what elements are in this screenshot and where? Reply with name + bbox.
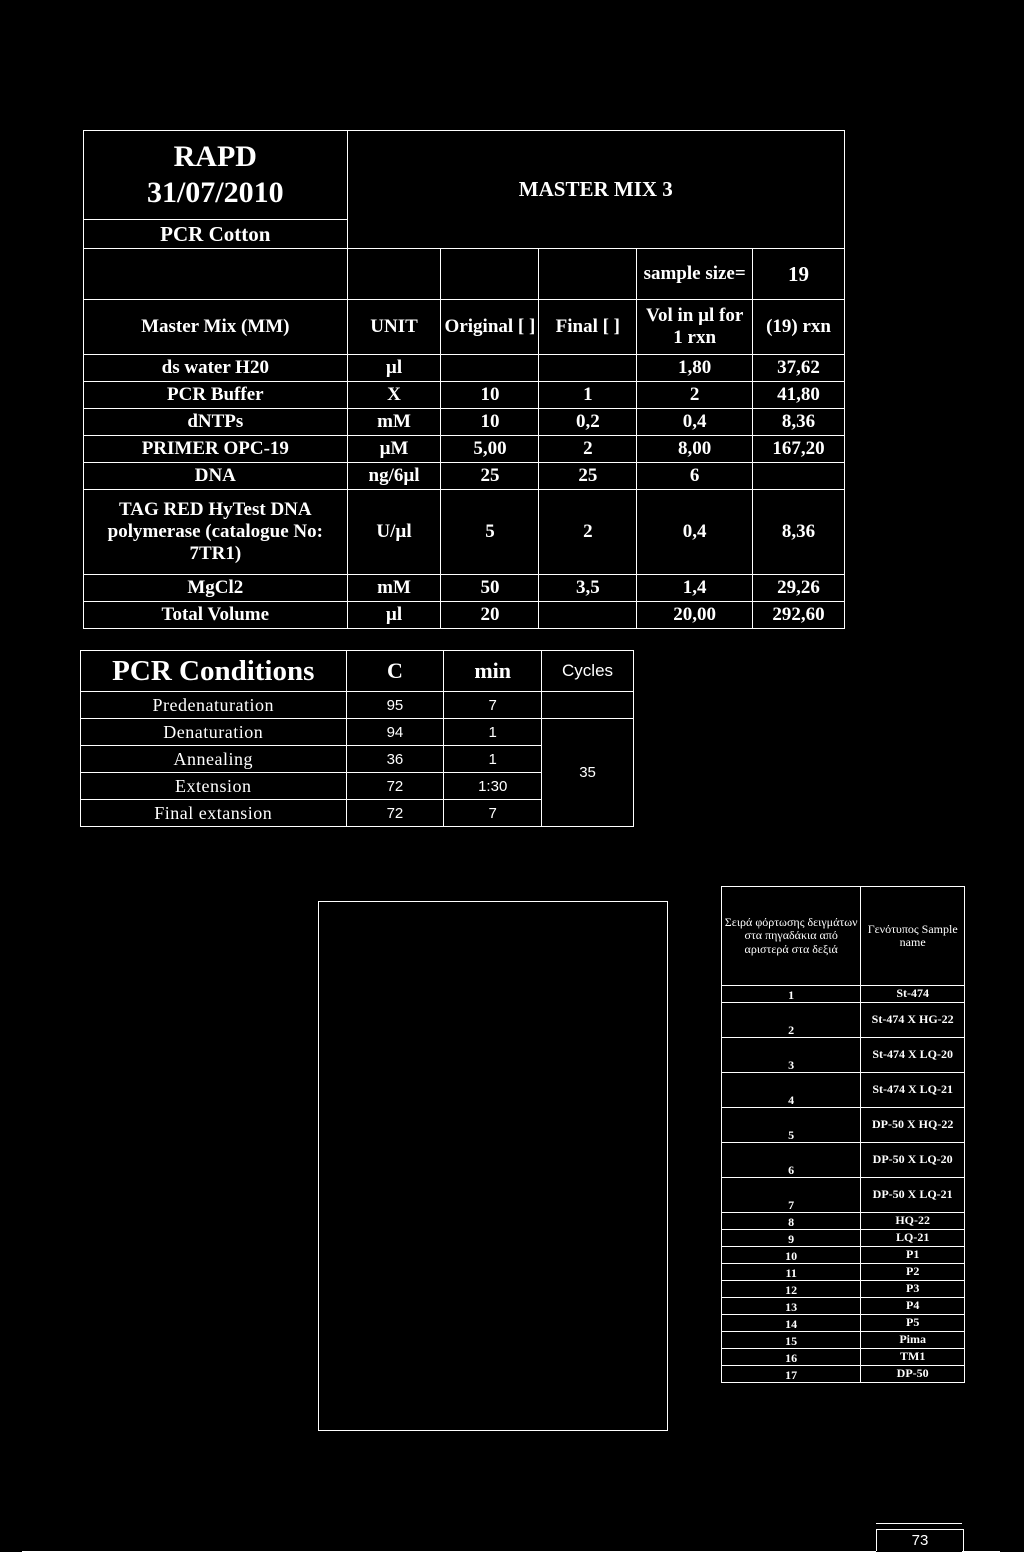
pcr-col-min: min [444, 651, 542, 692]
header-vol-total: (19) rxn [753, 300, 845, 355]
mm-component-cell: dNTPs [84, 409, 348, 436]
sample-row [722, 1073, 965, 1108]
sample-rows [722, 986, 965, 1383]
sample-lane-number: 15 [722, 1332, 861, 1349]
sample-name: P3 [861, 1281, 965, 1298]
pcr-step-name: Final extansion [81, 800, 347, 827]
mix-name: MASTER MIX 3 [347, 131, 844, 249]
pcr-conditions-table [80, 650, 634, 827]
mm-unit-cell: µl [347, 602, 441, 629]
sample-name: DP-50 X LQ-20 [861, 1143, 965, 1178]
pcr-step-name: Denaturation [81, 719, 347, 746]
sample-row [722, 1298, 965, 1315]
sample-lane-number: 4 [722, 1073, 861, 1108]
header-vol-per-rxn: Vol in µl for 1 rxn [637, 300, 753, 355]
mm-vol-cell: 2 [637, 382, 753, 409]
master-mix-row [84, 409, 845, 436]
mm-total-cell: 292,60 [753, 602, 845, 629]
experiment-subtitle: PCR Cotton [84, 220, 348, 249]
mm-total-cell: 41,80 [753, 382, 845, 409]
sample-lane-number: 6 [722, 1143, 861, 1178]
mm-final-cell: 25 [539, 463, 637, 490]
sample-name: TM1 [861, 1349, 965, 1366]
mm-component-cell: ds water H20 [84, 355, 348, 382]
mm-unit-cell: µM [347, 436, 441, 463]
sample-name: P5 [861, 1315, 965, 1332]
sample-row [722, 1281, 965, 1298]
sample-name: LQ-21 [861, 1230, 965, 1247]
mm-vol-cell: 1,4 [637, 575, 753, 602]
sample-row [722, 1108, 965, 1143]
sample-name: St-474 X LQ-20 [861, 1038, 965, 1073]
mm-unit-cell: mM [347, 409, 441, 436]
pcr-step-temp: 36 [346, 746, 444, 773]
sample-name: HQ-22 [861, 1213, 965, 1230]
mm-total-cell: 37,62 [753, 355, 845, 382]
header-final: Final [ ] [539, 300, 637, 355]
sample-name: Pima [861, 1332, 965, 1349]
sample-lane-number: 3 [722, 1038, 861, 1073]
mm-vol-cell: 6 [637, 463, 753, 490]
page-number-box-top [876, 1523, 962, 1524]
mm-unit-cell: U/µl [347, 490, 441, 575]
mm-total-cell [753, 463, 845, 490]
mm-final-cell: 3,5 [539, 575, 637, 602]
header-sample-name: Γενότυπος Sample name [861, 887, 965, 986]
sample-name: P4 [861, 1298, 965, 1315]
sample-row [722, 1038, 965, 1073]
mm-component-cell: PRIMER OPC-19 [84, 436, 348, 463]
sample-name: P1 [861, 1247, 965, 1264]
mm-final-cell: 1 [539, 382, 637, 409]
mm-component-cell: PCR Buffer [84, 382, 348, 409]
sample-name: P2 [861, 1264, 965, 1281]
sample-lane-number: 14 [722, 1315, 861, 1332]
pcr-steps [81, 692, 634, 827]
sample-name: DP-50 [861, 1366, 965, 1383]
pcr-step-row [81, 719, 634, 746]
master-mix-row [84, 436, 845, 463]
sample-name: DP-50 X LQ-21 [861, 1178, 965, 1213]
mm-total-cell: 8,36 [753, 409, 845, 436]
mm-original-cell: 25 [441, 463, 539, 490]
master-mix-row [84, 602, 845, 629]
gel-image-frame [318, 901, 668, 1431]
mm-final-cell: 0,2 [539, 409, 637, 436]
mm-final-cell [539, 602, 637, 629]
pcr-step-temp: 72 [346, 773, 444, 800]
master-mix-row [84, 382, 845, 409]
master-mix-row [84, 355, 845, 382]
mm-unit-cell: X [347, 382, 441, 409]
mm-component-cell: DNA [84, 463, 348, 490]
pcr-cycles-empty [542, 692, 634, 719]
mm-component-cell: TAG RED HyTest DNA polymerase (catalogue No: 7TR1) [84, 490, 348, 575]
mm-total-cell: 8,36 [753, 490, 845, 575]
pcr-cycles-value: 35 [542, 719, 634, 827]
header-component: Master Mix (MM) [84, 300, 348, 355]
sample-row [722, 1230, 965, 1247]
sample-row [722, 986, 965, 1003]
sample-lane-number: 8 [722, 1213, 861, 1230]
pcr-step-row [81, 692, 634, 719]
experiment-date: 31/07/2010 [146, 176, 284, 209]
sample-lane-number: 1 [722, 986, 861, 1003]
header-unit: UNIT [347, 300, 441, 355]
sample-lane-number: 13 [722, 1298, 861, 1315]
mm-original-cell [441, 355, 539, 382]
mm-original-cell: 10 [441, 382, 539, 409]
pcr-step-temp: 95 [346, 692, 444, 719]
sample-row [722, 1366, 965, 1383]
header-original: Original [ ] [441, 300, 539, 355]
sample-lane-number: 11 [722, 1264, 861, 1281]
mm-total-cell: 167,20 [753, 436, 845, 463]
pcr-col-c: C [346, 651, 444, 692]
pcr-step-min: 1:30 [444, 773, 542, 800]
mm-total-cell: 29,26 [753, 575, 845, 602]
master-mix-row [84, 490, 845, 575]
mm-original-cell: 5 [441, 490, 539, 575]
master-mix-row [84, 575, 845, 602]
mm-original-cell: 20 [441, 602, 539, 629]
pcr-step-temp: 94 [346, 719, 444, 746]
header-loading-order: Σειρά φόρτωσης δειγμάτων στα πηγαδάκια από αριστερά στα δεξιά [722, 887, 861, 986]
mm-vol-cell: 0,4 [637, 409, 753, 436]
sample-name: St-474 X HG-22 [861, 1003, 965, 1038]
sample-row [722, 1003, 965, 1038]
pcr-step-name: Extension [81, 773, 347, 800]
sample-name: DP-50 X HQ-22 [861, 1108, 965, 1143]
experiment-title: RAPD [173, 140, 257, 173]
mm-vol-cell: 8,00 [637, 436, 753, 463]
mm-unit-cell: mM [347, 575, 441, 602]
pcr-step-name: Annealing [81, 746, 347, 773]
sample-row [722, 1332, 965, 1349]
mm-original-cell: 10 [441, 409, 539, 436]
mm-final-cell: 2 [539, 436, 637, 463]
master-mix-row [84, 463, 845, 490]
master-mix-rows [84, 355, 845, 629]
pcr-step-min: 7 [444, 800, 542, 827]
pcr-step-min: 1 [444, 746, 542, 773]
mm-component-cell: MgCl2 [84, 575, 348, 602]
sample-name: St-474 [861, 986, 965, 1003]
sample-size-label: sample size= [637, 249, 753, 300]
sample-row [722, 1178, 965, 1213]
mm-original-cell: 5,00 [441, 436, 539, 463]
sample-size-value: 19 [753, 249, 845, 300]
page-number: 73 [876, 1529, 964, 1551]
pcr-step-min: 1 [444, 719, 542, 746]
mm-unit-cell: ng/6µl [347, 463, 441, 490]
sample-row [722, 1247, 965, 1264]
master-mix-table [83, 130, 845, 629]
sample-row [722, 1213, 965, 1230]
mm-component-cell: Total Volume [84, 602, 348, 629]
pcr-step-temp: 72 [346, 800, 444, 827]
sample-lane-number: 17 [722, 1366, 861, 1383]
sample-row [722, 1315, 965, 1332]
sample-row [722, 1264, 965, 1281]
mm-final-cell: 2 [539, 490, 637, 575]
pcr-step-min: 7 [444, 692, 542, 719]
pcr-conditions-title: PCR Conditions [81, 651, 347, 692]
sample-lane-number: 10 [722, 1247, 861, 1264]
sample-loading-table [721, 886, 965, 1383]
sample-lane-number: 9 [722, 1230, 861, 1247]
mm-vol-cell: 20,00 [637, 602, 753, 629]
pcr-col-cycles: Cycles [542, 651, 634, 692]
mm-vol-cell: 1,80 [637, 355, 753, 382]
mm-final-cell [539, 355, 637, 382]
sample-row [722, 1349, 965, 1366]
experiment-title-cell [84, 131, 348, 220]
sample-name: St-474 X LQ-21 [861, 1073, 965, 1108]
sample-lane-number: 7 [722, 1178, 861, 1213]
sample-row [722, 1143, 965, 1178]
sample-lane-number: 12 [722, 1281, 861, 1298]
sample-lane-number: 2 [722, 1003, 861, 1038]
mm-unit-cell: µl [347, 355, 441, 382]
sample-lane-number: 16 [722, 1349, 861, 1366]
sample-lane-number: 5 [722, 1108, 861, 1143]
pcr-step-name: Predenaturation [81, 692, 347, 719]
mm-original-cell: 50 [441, 575, 539, 602]
mm-vol-cell: 0,4 [637, 490, 753, 575]
